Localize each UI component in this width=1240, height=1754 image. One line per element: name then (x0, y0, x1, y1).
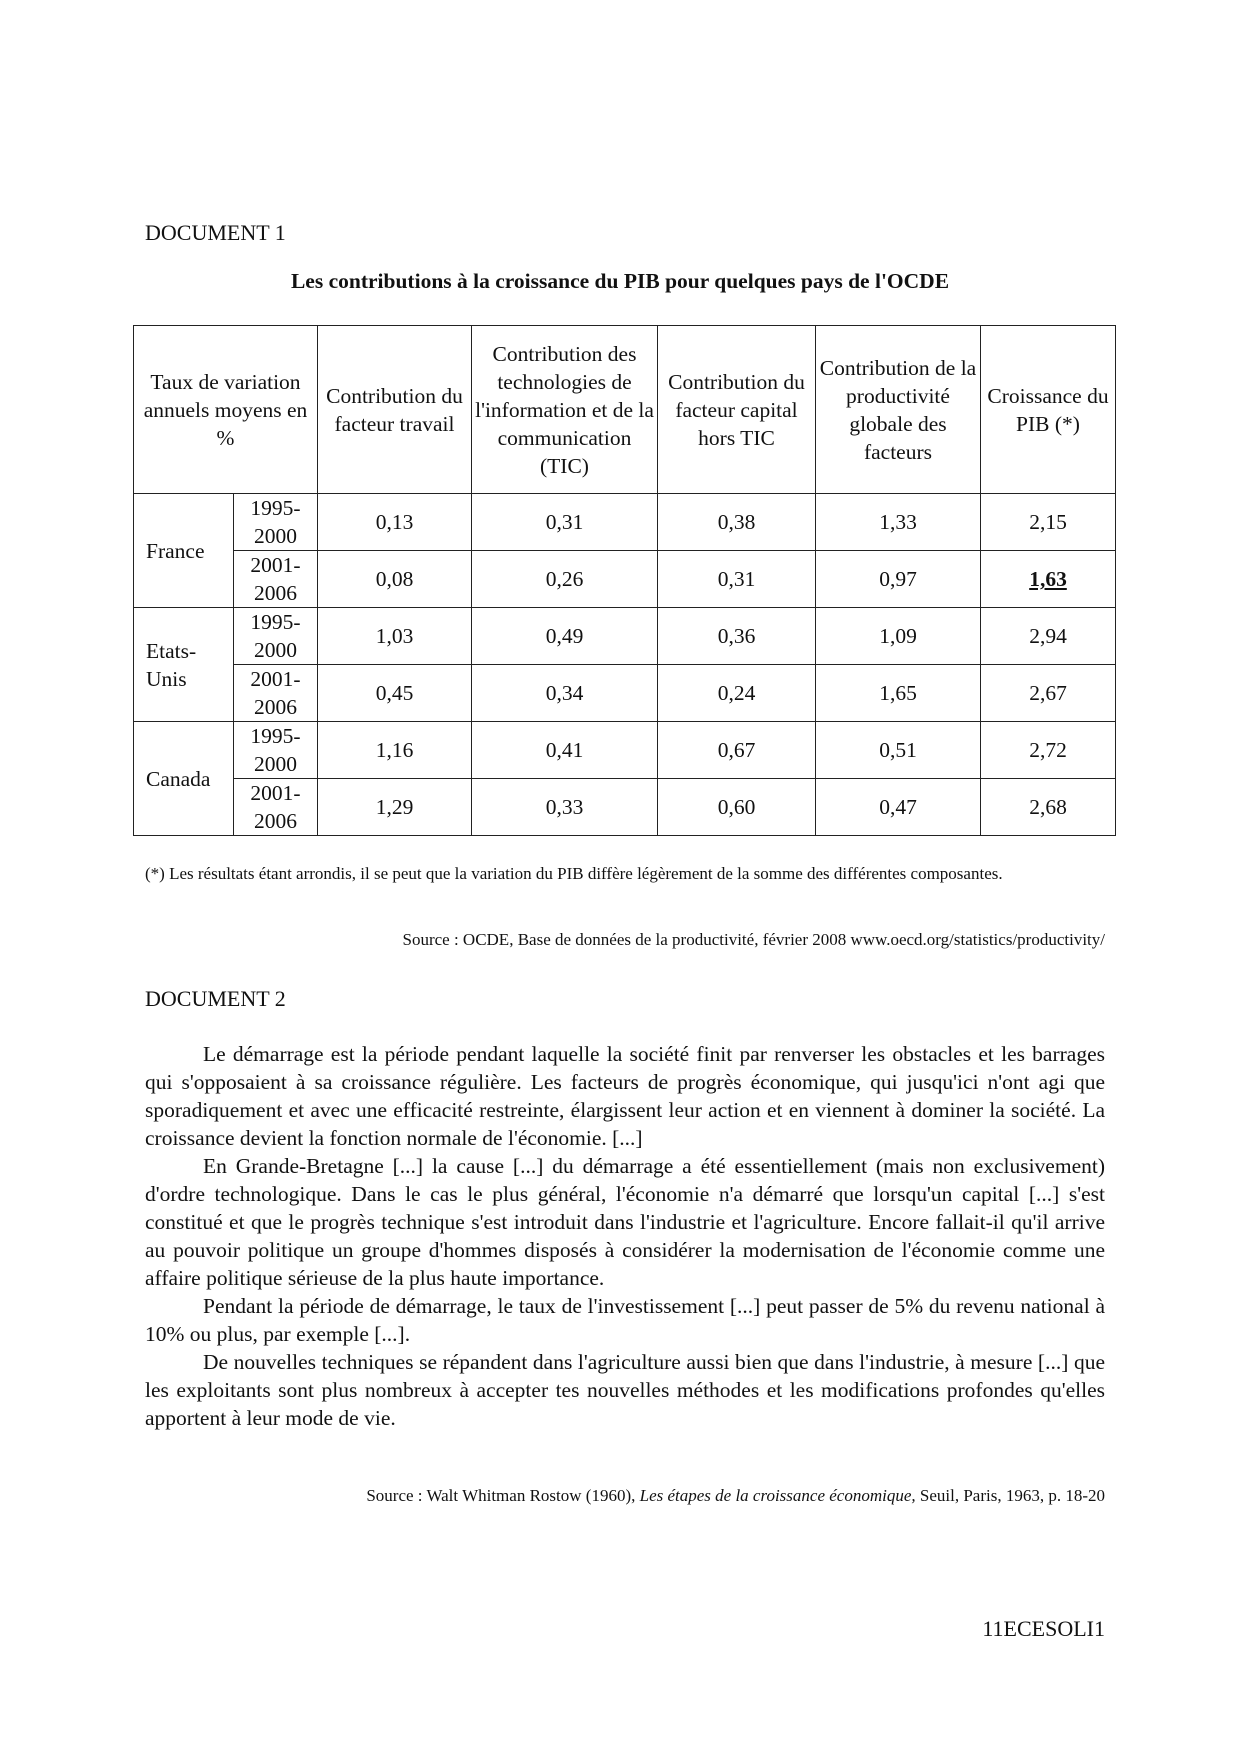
value-cell: 1,65 (816, 665, 981, 722)
document-1-label: DOCUMENT 1 (145, 220, 286, 245)
table-footnote: (*) Les résultats étant arrondis, il se peut que la variation du PIB diffère légèrement de la somme des différentes composantes. (145, 864, 1003, 883)
value-cell: 0,41 (472, 722, 658, 779)
document-1-source: Source : OCDE, Base de données de la productivité, février 2008 www.oecd.org/statistics/productivity/ (402, 930, 1105, 949)
highlighted-value: 1,63 (1029, 567, 1067, 591)
gdp-contributions-table (133, 325, 1116, 836)
header-labor: Contribution du facteur travail (318, 326, 472, 494)
value-cell: 2,15 (981, 494, 1116, 551)
value-cell: 0,47 (816, 779, 981, 836)
period-cell: 2001-2006 (234, 665, 318, 722)
value-cell: 0,97 (816, 551, 981, 608)
period-cell: 2001-2006 (234, 551, 318, 608)
paragraph: De nouvelles techniques se répandent dans l'agriculture aussi bien que dans l'industrie, à mesure [...] que les exploitants sont plus nombreux à accepter tes nouvelles méthodes et les modifications profondes qu'elles apportent à leur mode de vie. (145, 1350, 1105, 1430)
period-cell: 1995-2000 (234, 608, 318, 665)
value-cell: 0,60 (658, 779, 816, 836)
header-gdp-growth: Croissance du PIB (*) (981, 326, 1116, 494)
header-tic: Contribution des technologies de l'information et de la communication (TIC) (472, 326, 658, 494)
table-row (134, 608, 1116, 665)
source-suffix: Seuil, Paris, 1963, p. 18-20 (915, 1486, 1105, 1505)
period-cell: 1995-2000 (234, 494, 318, 551)
value-cell: 0,51 (816, 722, 981, 779)
value-cell: 2,72 (981, 722, 1116, 779)
value-cell: 2,68 (981, 779, 1116, 836)
header-rate: Taux de variation annuels moyens en % (134, 326, 318, 494)
value-cell: 0,45 (318, 665, 472, 722)
value-cell: 0,24 (658, 665, 816, 722)
value-cell: 1,16 (318, 722, 472, 779)
value-cell: 0,34 (472, 665, 658, 722)
table-row (134, 779, 1116, 836)
value-cell: 0,36 (658, 608, 816, 665)
period-cell: 2001-2006 (234, 779, 318, 836)
value-cell: 2,94 (981, 608, 1116, 665)
value-cell: 0,13 (318, 494, 472, 551)
country-france: France (134, 494, 234, 608)
paragraph: Pendant la période de démarrage, le taux de l'investissement [...] peut passer de 5% du revenu national à 10% ou plus, par exemple [...]. (145, 1294, 1105, 1346)
value-cell: 0,33 (472, 779, 658, 836)
period-cell: 1995-2000 (234, 722, 318, 779)
value-cell: 1,09 (816, 608, 981, 665)
country-etats-unis: Etats-Unis (134, 608, 234, 722)
exam-code: 11ECESOLI1 (982, 1616, 1105, 1641)
table-row (134, 722, 1116, 779)
value-cell: 0,26 (472, 551, 658, 608)
country-canada: Canada (134, 722, 234, 836)
document-2-source (366, 1486, 1105, 1506)
value-cell: 0,38 (658, 494, 816, 551)
value-cell: 1,03 (318, 608, 472, 665)
value-cell: 1,29 (318, 779, 472, 836)
document-2-label: DOCUMENT 2 (145, 986, 286, 1011)
value-cell: 2,67 (981, 665, 1116, 722)
header-capital: Contribution du facteur capital hors TIC (658, 326, 816, 494)
value-cell-highlighted (981, 551, 1116, 608)
table-row (134, 665, 1116, 722)
value-cell: 0,67 (658, 722, 816, 779)
source-prefix: Source : Walt Whitman Rostow (1960), (366, 1486, 640, 1505)
paragraph: Le démarrage est la période pendant laquelle la société finit par renverser les obstacles et les barrages qui s'opposaient à sa croissance régulière. Les facteurs de progrès économique, qui jusqu'ici n'ont agi que sporadiquement et avec une efficacité restreinte, élargissent leur action et en viennent à dominer la société. La croissance devient la fonction normale de l'économie. [...] (145, 1042, 1105, 1150)
table-row (134, 494, 1116, 551)
header-productivity: Contribution de la productivité globale des facteurs (816, 326, 981, 494)
source-book-title: Les étapes de la croissance économique, (639, 1486, 916, 1505)
table-row (134, 551, 1116, 608)
value-cell: 0,08 (318, 551, 472, 608)
paragraph: En Grande-Bretagne [...] la cause [...] du démarrage a été essentiellement (mais non exclusivement) d'ordre technologique. Dans le cas le plus général, l'économie n'a démarré que lorsqu'un capital [...] s'est constitué et que le progrès technique s'est introduit dans l'industrie et l'agriculture. Encore fallait-il qu'il arrive au pouvoir politique un groupe d'hommes disposés à considérer la modernisation de l'économie comme une affaire politique sérieuse de la plus haute importance. (145, 1154, 1105, 1290)
document-1-title: Les contributions à la croissance du PIB pour quelques pays de l'OCDE (290, 269, 950, 293)
value-cell: 1,33 (816, 494, 981, 551)
document-2-text (145, 1040, 1105, 1432)
value-cell: 0,31 (472, 494, 658, 551)
value-cell: 0,49 (472, 608, 658, 665)
value-cell: 0,31 (658, 551, 816, 608)
